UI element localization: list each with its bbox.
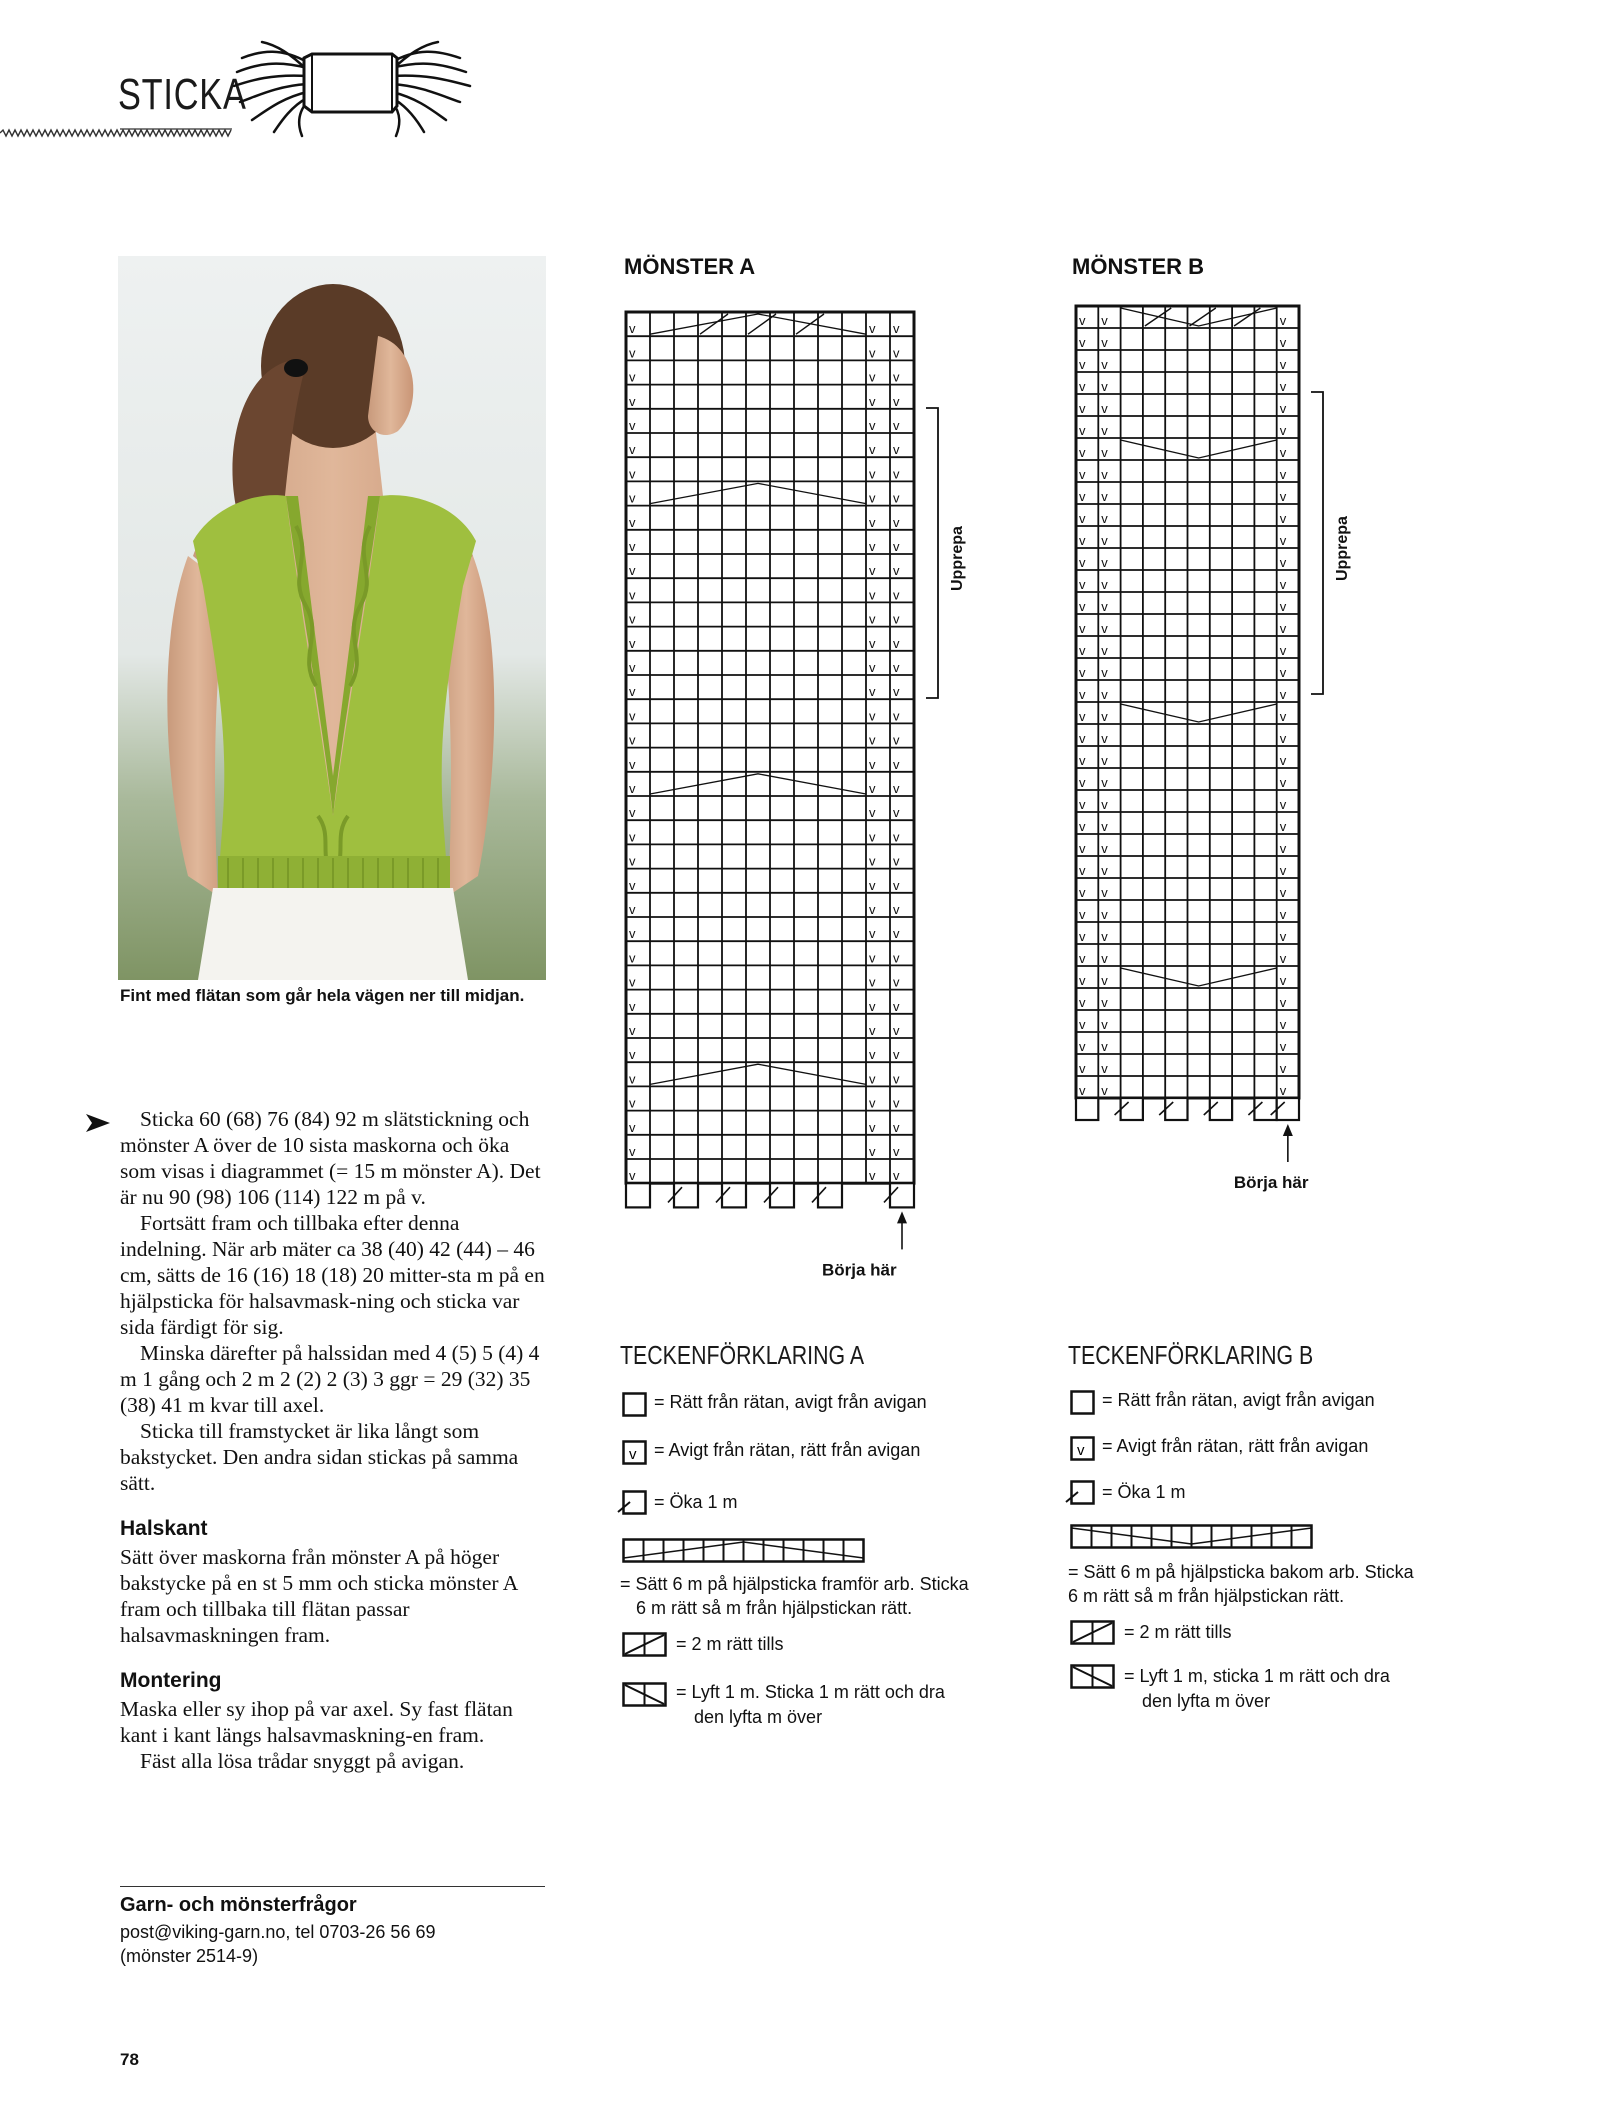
- purl-symbol: v: [1279, 621, 1287, 636]
- purl-symbol: v: [1279, 577, 1287, 592]
- purl-symbol: v: [629, 902, 636, 917]
- purl-symbol: v: [893, 1119, 900, 1135]
- purl-symbol: v: [1279, 995, 1287, 1010]
- purl-symbol: v: [629, 611, 636, 627]
- legend-b-title: TECKENFÖRKLARING B: [1068, 1340, 1314, 1370]
- purl-symbol: v: [629, 466, 636, 482]
- increase-symbol-icon: [616, 1490, 650, 1518]
- purl-symbol: v: [893, 877, 900, 893]
- purl-symbol: v: [869, 1119, 876, 1135]
- purl-symbol: v: [1279, 841, 1287, 856]
- purl-symbol: v: [1101, 599, 1108, 614]
- purl-symbol: v: [869, 998, 876, 1014]
- increase-row-cell: [1277, 1098, 1299, 1120]
- purl-symbol: v: [893, 563, 900, 579]
- purl-symbol: v: [1079, 995, 1086, 1010]
- purl-symbol: v: [869, 490, 876, 506]
- increase-row-cell: [1254, 1098, 1276, 1120]
- purl-symbol: v: [1101, 533, 1108, 548]
- purl-symbol: v: [1079, 665, 1086, 680]
- increase-row-cell: [674, 1183, 698, 1207]
- purl-symbol: v: [1079, 753, 1086, 768]
- contact-email-phone: post@viking-garn.no, tel 0703-26 56 69: [120, 1922, 436, 1942]
- purl-symbol: v: [1079, 1061, 1086, 1076]
- purl-symbol: v: [629, 1168, 636, 1184]
- purl-symbol: v: [893, 1168, 900, 1184]
- purl-symbol: v: [1279, 313, 1287, 328]
- purl-symbol: v: [1101, 401, 1108, 416]
- purl-symbol: v: [869, 877, 876, 893]
- start-arrow-head: [897, 1211, 907, 1223]
- purl-symbol: v: [1101, 665, 1108, 680]
- start-label: Börja här: [1233, 1173, 1309, 1192]
- purl-symbol: v: [629, 829, 636, 845]
- purl-symbol: v: [869, 611, 876, 627]
- legend-a-item: = Lyft 1 m. Sticka 1 m rätt och dra: [676, 1682, 945, 1702]
- purl-symbol: v: [1101, 357, 1108, 372]
- purl-symbol: v: [629, 1047, 636, 1063]
- purl-symbol: v: [893, 442, 900, 458]
- purl-symbol: v: [869, 369, 876, 385]
- purl-symbol: v: [1279, 1017, 1287, 1032]
- purl-symbol: v: [1079, 489, 1086, 504]
- increase-row-cell: [626, 1183, 650, 1207]
- yarn-skein-icon: [232, 40, 472, 140]
- purl-symbol: v: [893, 1023, 900, 1038]
- purl-symbol: v: [869, 418, 876, 433]
- legend-b-item: = Avigt från rätan, rätt från avigan: [1102, 1436, 1369, 1456]
- purl-symbol: v: [893, 1095, 900, 1111]
- purl-symbol: v: [1279, 533, 1287, 548]
- purl-symbol: v: [893, 635, 900, 651]
- purl-symbol: v: [1101, 775, 1108, 790]
- purl-symbol: v: [869, 853, 876, 869]
- k2tog-symbol-icon: [1070, 1620, 1116, 1646]
- purl-symbol: v: [1279, 797, 1287, 812]
- purl-symbol: v: [1079, 863, 1086, 878]
- instructions-paragraph: Sticka 60 (68) 76 (84) 92 m slätstickning och mönster A över de 10 sista maskorna och öka som visas i diagrammet (= 15 m mönster A). Det är nu 90 (98) 106 (114) 122 m på v.: [120, 1107, 541, 1209]
- purl-symbol: v: [893, 611, 900, 627]
- purl-symbol: v: [1101, 445, 1108, 460]
- purl-symbol: v: [1101, 819, 1108, 834]
- purl-symbol: v: [893, 369, 900, 385]
- purl-symbol: v: [893, 587, 900, 603]
- legend-b-item: = Sätt 6 m på hjälpsticka bakom arb. Sticka: [1068, 1562, 1414, 1582]
- chart-b-title: MÖNSTER B: [1072, 254, 1204, 279]
- purl-symbol: v: [1101, 313, 1108, 328]
- purl-symbol: v: [629, 1023, 636, 1038]
- instructions-paragraph: Sticka till framstycket är lika långt som bakstycket. Den andra sidan stickas på samma sätt.: [120, 1419, 519, 1495]
- legend-a-item: 6 m rätt så m från hjälpstickan rätt.: [636, 1598, 913, 1618]
- purl-symbol: v: [1101, 621, 1108, 636]
- purl-symbol: v: [869, 442, 876, 458]
- purl-symbol: v: [1101, 753, 1108, 768]
- contact-pattern-number: (mönster 2514-9): [120, 1946, 259, 1966]
- purl-symbol: v: [893, 781, 900, 796]
- increase-row-cell: [722, 1183, 746, 1207]
- purl-symbol: v: [1279, 555, 1287, 570]
- purl-symbol: v: [1101, 423, 1108, 438]
- purl-symbol: v: [893, 805, 900, 821]
- knit-symbol-icon: [1070, 1390, 1096, 1416]
- purl-symbol: v: [1079, 973, 1086, 988]
- repeat-bracket: [926, 408, 938, 698]
- purl-symbol-icon: [622, 1440, 648, 1466]
- purl-symbol: v: [893, 950, 900, 966]
- purl-symbol: v: [629, 393, 636, 409]
- purl-symbol-icon: [1070, 1436, 1096, 1462]
- purl-symbol: v: [1101, 841, 1108, 856]
- legend-b-item: den lyfta m över: [1142, 1691, 1271, 1711]
- purl-symbol: v: [1279, 929, 1287, 944]
- purl-symbol: v: [1279, 819, 1287, 834]
- purl-symbol: v: [869, 1095, 876, 1111]
- purl-symbol: v: [629, 732, 636, 748]
- chart-a-title: MÖNSTER A: [624, 254, 756, 279]
- purl-symbol: v: [1279, 335, 1287, 350]
- contact-title: Garn- och mönsterfrågor: [120, 1894, 357, 1916]
- montering-heading: Montering: [120, 1669, 222, 1692]
- legend-a-item: = Rätt från rätan, avigt från avigan: [654, 1392, 927, 1412]
- purl-symbol: v: [869, 1071, 876, 1087]
- page-number: 78: [120, 2050, 139, 2069]
- purl-symbol: v: [1101, 863, 1108, 878]
- purl-symbol: v: [629, 926, 636, 942]
- purl-symbol: v: [893, 1071, 900, 1087]
- purl-symbol: v: [893, 660, 900, 675]
- legend-b-item: 6 m rätt så m från hjälpstickan rätt.: [1068, 1586, 1345, 1606]
- increase-row-cell: [1165, 1098, 1187, 1120]
- purl-symbol: v: [1101, 929, 1108, 944]
- knit-symbol-icon: [622, 1392, 648, 1418]
- purl-symbol: v: [869, 926, 876, 942]
- purl-symbol: v: [1279, 1039, 1287, 1054]
- instructions-paragraph: Fortsätt fram och tillbaka efter denna indelning. När arb mäter ca 38 (40) 42 (44) – 46 cm, sätts de 16 (16) 18 (18) 20 mitter-sta m på en hjälpsticka för halsavmask-ning och sticka var sida färdigt för sig.: [120, 1211, 545, 1339]
- purl-symbol: v: [629, 1144, 636, 1159]
- purl-symbol: v: [629, 1119, 636, 1135]
- purl-symbol: v: [1079, 511, 1086, 526]
- increase-row-cell: [1076, 1098, 1098, 1120]
- purl-symbol: v: [869, 1047, 876, 1063]
- purl-symbol: v: [869, 345, 876, 361]
- purl-symbol: v: [869, 950, 876, 966]
- purl-symbol: v: [893, 926, 900, 942]
- purl-symbol: v: [893, 1047, 900, 1063]
- purl-symbol: v: [893, 756, 900, 772]
- purl-symbol: v: [629, 805, 636, 821]
- purl-symbol: v: [1279, 357, 1287, 372]
- purl-symbol: v: [629, 418, 636, 433]
- purl-symbol: v: [629, 684, 636, 700]
- purl-symbol: v: [869, 1144, 876, 1159]
- purl-symbol: v: [1279, 753, 1287, 768]
- purl-symbol: v: [1101, 511, 1108, 526]
- purl-symbol: v: [869, 393, 876, 409]
- purl-symbol: v: [1101, 797, 1108, 812]
- purl-symbol: v: [893, 684, 900, 700]
- purl-symbol: v: [893, 998, 900, 1014]
- photo-caption: Fint med flätan som går hela vägen ner till midjan.: [120, 986, 525, 1005]
- repeat-label: Upprepa: [1334, 516, 1351, 581]
- purl-symbol: v: [893, 490, 900, 506]
- legend-b-item: = 2 m rätt tills: [1124, 1622, 1232, 1642]
- purl-symbol: v: [869, 732, 876, 748]
- legend-a-item: = Sätt 6 m på hjälpsticka framför arb. Sticka: [620, 1574, 969, 1594]
- purl-symbol: v: [1079, 775, 1086, 790]
- purl-symbol: v: [1101, 951, 1108, 966]
- purl-symbol: v: [893, 539, 900, 554]
- skp-symbol-icon: [1070, 1664, 1116, 1690]
- purl-symbol: v: [1079, 885, 1086, 900]
- purl-symbol: v: [893, 829, 900, 845]
- purl-symbol: v: [1079, 577, 1086, 592]
- purl-symbol: v: [629, 950, 636, 966]
- legend-b-item: = Öka 1 m: [1102, 1482, 1186, 1502]
- purl-symbol: v: [869, 660, 876, 675]
- increase-symbol-icon: [1064, 1480, 1098, 1508]
- purl-symbol: v: [1079, 687, 1086, 702]
- purl-symbol: v: [629, 756, 636, 772]
- purl-symbol: v: [869, 781, 876, 796]
- purl-symbol: v: [1079, 731, 1086, 746]
- purl-symbol: v: [1079, 907, 1086, 922]
- purl-symbol: v: [1279, 863, 1287, 878]
- purl-symbol: v: [629, 877, 636, 893]
- purl-symbol: v: [1101, 1061, 1108, 1076]
- purl-symbol: v: [629, 660, 636, 675]
- purl-symbol: v: [1079, 1017, 1086, 1032]
- purl-symbol: v: [629, 563, 636, 579]
- purl-symbol: v: [869, 684, 876, 700]
- purl-symbol: v: [893, 321, 900, 337]
- purl-symbol: v: [1279, 775, 1287, 790]
- purl-symbol: v: [893, 1144, 900, 1159]
- purl-symbol: v: [1279, 379, 1287, 394]
- purl-symbol: v: [893, 466, 900, 482]
- purl-symbol: v: [1279, 599, 1287, 614]
- purl-symbol: v: [1101, 577, 1108, 592]
- purl-symbol: v: [629, 587, 636, 603]
- purl-symbol: v: [629, 514, 636, 530]
- purl-symbol: v: [1279, 445, 1287, 460]
- increase-row-cell: [770, 1183, 794, 1207]
- purl-symbol: v: [1079, 423, 1086, 438]
- purl-symbol: v: [1279, 489, 1287, 504]
- repeat-label: Upprepa: [949, 526, 966, 591]
- cable-front-symbol-icon: [622, 1538, 866, 1564]
- arrow-right-icon: [86, 1112, 110, 1134]
- k2tog-symbol-icon: [622, 1632, 668, 1658]
- purl-symbol: v: [629, 321, 636, 337]
- purl-symbol: v: [1101, 489, 1108, 504]
- legend-b-item: = Rätt från rätan, avigt från avigan: [1102, 1390, 1375, 1410]
- montering-text: Maska eller sy ihop på var axel. Sy fast flätan kant i kant längs halsavmaskning-en fram.: [120, 1697, 513, 1747]
- purl-symbol: v: [629, 1095, 636, 1111]
- purl-symbol: v: [629, 369, 636, 385]
- purl-symbol: v: [1101, 1017, 1108, 1032]
- purl-symbol: v: [869, 1023, 876, 1038]
- purl-symbol: v: [1079, 841, 1086, 856]
- purl-symbol: v: [893, 902, 900, 917]
- model-photo: [118, 256, 546, 980]
- section-title: STICKA: [118, 70, 247, 119]
- purl-symbol: v: [869, 563, 876, 579]
- purl-symbol: v: [1279, 643, 1287, 658]
- purl-symbol: v: [869, 635, 876, 651]
- purl-symbol: v: [629, 442, 636, 458]
- legend-a-item: = Öka 1 m: [654, 1492, 738, 1512]
- purl-symbol: v: [893, 732, 900, 748]
- legend-a-item: den lyfta m över: [694, 1707, 823, 1727]
- halskant-heading: Halskant: [120, 1517, 208, 1540]
- purl-symbol: v: [869, 829, 876, 845]
- purl-symbol: v: [1101, 995, 1108, 1010]
- purl-symbol: v: [629, 781, 636, 796]
- purl-symbol: v: [1079, 445, 1086, 460]
- purl-symbol: v: [1079, 313, 1086, 328]
- purl-symbol: v: [629, 539, 636, 554]
- cable-back-symbol-icon: [1070, 1524, 1314, 1550]
- purl-symbol: v: [1101, 907, 1108, 922]
- purl-symbol: v: [1101, 1039, 1108, 1054]
- header-zigzag-divider: [0, 128, 232, 138]
- purl-symbol: v: [869, 902, 876, 917]
- purl-symbol: v: [869, 587, 876, 603]
- repeat-bracket: [1311, 392, 1323, 694]
- purl-symbol: v: [1079, 533, 1086, 548]
- purl-symbol: v: [1279, 665, 1287, 680]
- start-label: Börja här: [822, 1260, 897, 1280]
- legend-a-item: = 2 m rätt tills: [676, 1634, 784, 1654]
- purl-symbol: v: [1079, 929, 1086, 944]
- legend-a-item: = Avigt från rätan, rätt från avigan: [654, 1440, 921, 1460]
- pattern-instructions: [120, 1106, 550, 1774]
- purl-symbol: v: [869, 514, 876, 530]
- purl-symbol: v: [1279, 709, 1287, 724]
- purl-symbol: v: [893, 418, 900, 433]
- purl-symbol: v: [1279, 511, 1287, 526]
- purl-symbol: v: [1079, 379, 1086, 394]
- purl-symbol: v: [1279, 1061, 1287, 1076]
- purl-symbol: v: [1079, 1039, 1086, 1054]
- purl-symbol: v: [629, 998, 636, 1014]
- legend-b-item: = Lyft 1 m, sticka 1 m rätt och dra: [1124, 1666, 1390, 1686]
- purl-symbol: v: [869, 539, 876, 554]
- purl-symbol: v: [629, 1071, 636, 1087]
- chart-b-grid: [1068, 296, 1438, 1196]
- purl-symbol: v: [1101, 643, 1108, 658]
- purl-symbol: v: [1279, 423, 1287, 438]
- purl-symbol: v: [629, 853, 636, 869]
- purl-symbol: v: [1079, 401, 1086, 416]
- purl-symbol: v: [893, 974, 900, 990]
- purl-symbol: v: [869, 466, 876, 482]
- purl-symbol: v: [1101, 973, 1108, 988]
- purl-symbol: v: [869, 321, 876, 337]
- purl-symbol: v: [869, 708, 876, 724]
- montering-text-2: Fäst alla lösa trådar snyggt på avigan.: [140, 1749, 465, 1773]
- purl-symbol: v: [629, 708, 636, 724]
- purl-symbol: v: [1079, 599, 1086, 614]
- purl-symbol: v: [1101, 379, 1108, 394]
- purl-symbol: v: [1101, 731, 1108, 746]
- purl-symbol: v: [1101, 555, 1108, 570]
- purl-symbol: v: [1079, 555, 1086, 570]
- purl-symbol: v: [1079, 819, 1086, 834]
- purl-symbol: v: [1101, 709, 1108, 724]
- purl-symbol: v: [629, 345, 636, 361]
- increase-row-cell: [890, 1183, 914, 1207]
- legend-a-title: TECKENFÖRKLARING A: [620, 1340, 865, 1370]
- purl-symbol: v: [1279, 467, 1287, 482]
- purl-symbol: v: [1279, 951, 1287, 966]
- skp-symbol-icon: [622, 1682, 668, 1708]
- purl-symbol: v: [629, 635, 636, 651]
- purl-symbol: v: [1279, 973, 1287, 988]
- halskant-text: Sätt över maskorna från mönster A på höger bakstycke på en st 5 mm och sticka mönster A fram och tillbaka till flätan passar halsavmaskningen fram.: [120, 1545, 518, 1647]
- purl-symbol: v: [629, 490, 636, 506]
- increase-row-cell: [1210, 1098, 1232, 1120]
- purl-symbol: v: [1079, 335, 1086, 350]
- start-arrow-head: [1283, 1124, 1293, 1136]
- footer-divider: [120, 1886, 545, 1887]
- purl-symbol: v: [1101, 885, 1108, 900]
- purl-symbol: v: [1279, 687, 1287, 702]
- purl-symbol: v: [1079, 709, 1086, 724]
- purl-symbol: v: [1279, 885, 1287, 900]
- increase-row-cell: [818, 1183, 842, 1207]
- purl-symbol: v: [629, 974, 636, 990]
- purl-symbol: v: [1101, 1083, 1108, 1098]
- purl-symbol: v: [1101, 467, 1108, 482]
- purl-symbol: v: [1279, 907, 1287, 922]
- chart-a-grid: [620, 300, 966, 1290]
- purl-symbol: v: [1279, 731, 1287, 746]
- purl-symbol: v: [893, 708, 900, 724]
- purl-symbol: v: [1079, 797, 1086, 812]
- purl-symbol: v: [869, 1168, 876, 1184]
- instructions-paragraph: Minska därefter på halssidan med 4 (5) 5 (4) 4 m 1 gång och 2 m 2 (2) 2 (3) 3 ggr = 29 (32) 35 (38) 41 m kvar till axel.: [120, 1341, 540, 1417]
- purl-symbol: v: [893, 514, 900, 530]
- purl-symbol: v: [869, 974, 876, 990]
- purl-symbol: v: [1101, 687, 1108, 702]
- svg-text:v: v: [1077, 1442, 1085, 1459]
- purl-symbol: v: [869, 805, 876, 821]
- purl-symbol: v: [1079, 951, 1086, 966]
- purl-symbol: v: [1079, 467, 1086, 482]
- purl-symbol: v: [1279, 1083, 1287, 1098]
- purl-symbol: v: [893, 393, 900, 409]
- purl-symbol: v: [1079, 357, 1086, 372]
- purl-symbol: v: [893, 345, 900, 361]
- purl-symbol: v: [1079, 643, 1086, 658]
- purl-symbol: v: [1279, 401, 1287, 416]
- increase-row-cell: [1121, 1098, 1143, 1120]
- purl-symbol: v: [1079, 621, 1086, 636]
- purl-symbol: v: [869, 756, 876, 772]
- purl-symbol: v: [1079, 1083, 1086, 1098]
- purl-symbol: v: [893, 853, 900, 869]
- purl-symbol: v: [1101, 335, 1108, 350]
- svg-text:v: v: [629, 1446, 637, 1463]
